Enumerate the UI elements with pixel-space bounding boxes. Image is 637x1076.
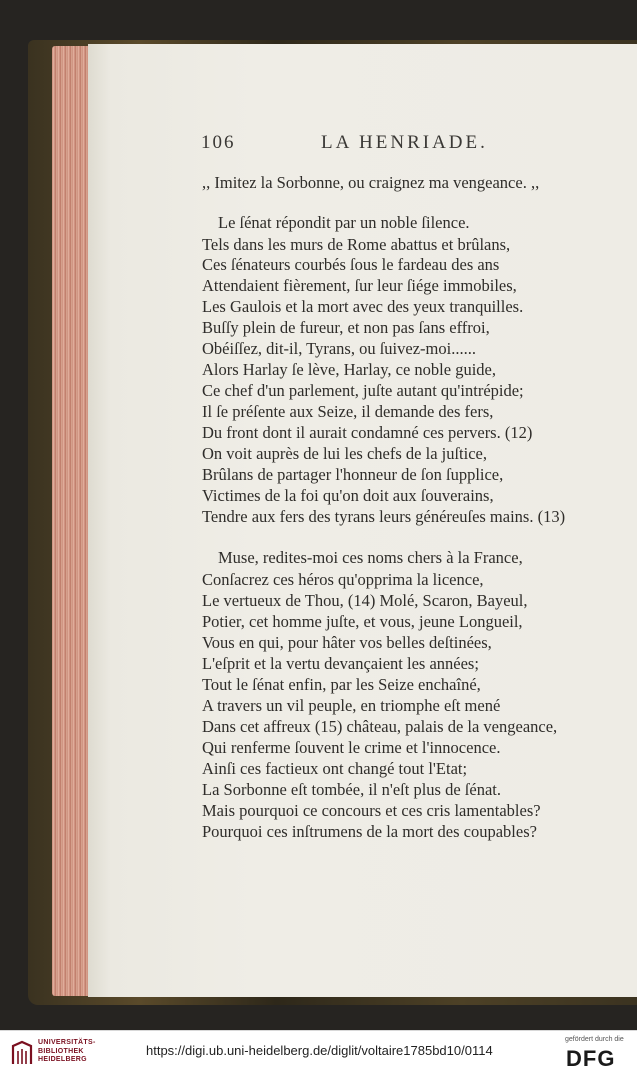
verse-line: Ce chef d'un parlement, juſte autant qu'intrépide; [202,381,524,400]
footer-bar [0,1030,637,1076]
verse-line: Il ſe préſente aux Seize, il demande des fers, [202,402,494,421]
running-title: LA HENRIADE. [321,132,488,153]
verse-line: Conſacrez ces héros qu'opprima la licence, [202,570,484,589]
verse-line: Ces ſénateurs courbés ſous le fardeau des ans [202,255,500,274]
verse-line: Ainſi ces factieux ont changé tout l'Etat; [202,759,468,778]
verse-line: L'eſprit et la vertu devançaient les années; [202,654,479,673]
verse-line: Tels dans les murs de Rome abattus et brûlans, [202,235,511,254]
verse-line: Mais pourquoi ce concours et ces cris lamentables? [202,801,541,820]
source-url-link[interactable]: https://digi.ub.uni-heidelberg.de/diglit/voltaire1785bd10/0114 [146,1043,493,1058]
funded-by-text: gefördert durch die [565,1036,624,1043]
verse-line: Qui renferme ſouvent le crime et l'innocence. [202,738,501,757]
verse-line: On voit auprès de lui les chefs de la juſtice, [202,444,487,463]
verse-line: Buſſy plein de fureur, et non pas ſans effroi, [202,318,490,337]
library-logo-icon [10,1040,34,1066]
dfg-logo: DFG [566,1046,616,1071]
verse-line: Attendaient fièrement, ſur leur ſiége immobiles, [202,276,517,295]
verse-line: Brûlans de partager l'honneur de ſon ſupplice, [202,465,504,484]
page-number: 106 [201,132,236,153]
verse-line: Pourquoi ces inſtrumens de la mort des coupables? [202,822,537,841]
verse-line: Dans cet affreux (15) château, palais de la vengeance, [202,717,558,736]
verse-line: Obéiſſez, dit-il, Tyrans, ou ſuivez-moi...... [202,339,476,358]
verse-line: Victimes de la foi qu'on doit aux ſouverains, [202,486,494,505]
verse-line: A travers un vil peuple, en triomphe eſt mené [202,696,501,715]
library-name-line: UNIVERSITÄTS- [38,1039,96,1046]
verse-line: Potier, cet homme juſte, et vous, jeune Longueil, [202,612,523,631]
library-name-line: BIBLIOTHEK [38,1047,84,1055]
library-name-line: HEIDELBERG [38,1056,87,1063]
verse-line: Les Gaulois et la mort avec des yeux tranquilles. [202,297,524,316]
verse-line: Vous en qui, pour hâter vos belles deſtinées, [202,633,492,652]
page-edges [52,46,92,996]
verse-line: ,, Imitez la Sorbonne, ou craignez ma vengeance. ,, [202,173,540,192]
library-name [38,1039,96,1065]
verse-line: Le ſénat répondit par un noble ſilence. [218,213,470,232]
verse-line: Tendre aux fers des tyrans leurs généreuſes mains. (13) [202,507,566,526]
verse-line: Du front dont il aurait condamné ces pervers. (12) [202,423,533,442]
verse-line: La Sorbonne eſt tombée, il n'eſt plus de ſénat. [202,780,501,799]
verse-line: Alors Harlay ſe lève, Harlay, ce noble guide, [202,360,496,379]
verse-line: Tout le ſénat enfin, par les Seize enchaîné, [202,675,481,694]
verse-line: Muse, redites-moi ces noms chers à la France, [218,548,523,567]
verse-line: Le vertueux de Thou, (14) Molé, Scaron, Bayeul, [202,591,528,610]
